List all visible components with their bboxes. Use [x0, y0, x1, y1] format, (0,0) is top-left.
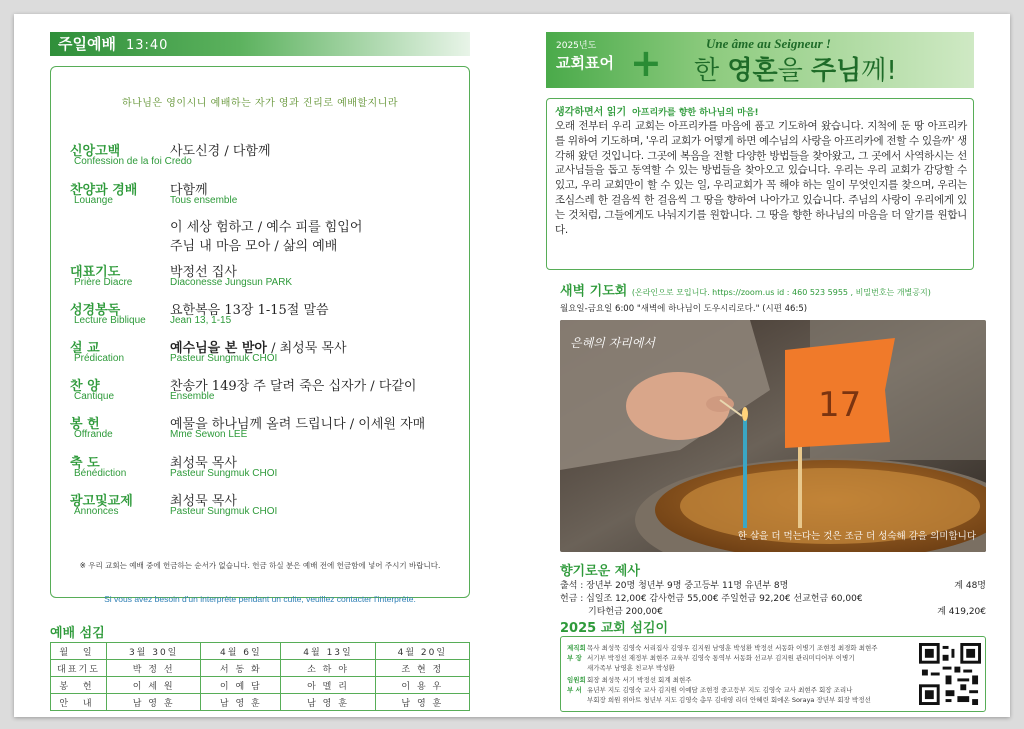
table-cell: 안 내: [51, 694, 107, 711]
table-cell: 3월 30일: [107, 643, 201, 660]
staff-box: [560, 636, 986, 712]
meditation-box: [546, 98, 974, 270]
order-label-fr: Bénédiction: [74, 468, 127, 479]
order-value-fr: Jean 13, 1-15: [170, 315, 232, 326]
motto-french: Une âme au Seigneur !: [706, 36, 831, 51]
order-label: 봉 헌: [70, 417, 100, 432]
order-label: 신앙고백: [70, 144, 121, 159]
table-row: [51, 660, 470, 677]
offering-line: 헌금 : 십일조 12,00€ 감사헌금 55,00€ 주일헌금 92,20€ 선교헌금 60,00€: [560, 594, 863, 604]
dawn-schedule: 월요일-금요일 6:00 "새벽에 하나님이 도우시리로다." (시편 46:5): [560, 304, 808, 314]
left-page: [50, 32, 470, 709]
meditation-head: 생각하면서 읽기: [555, 107, 627, 118]
order-value-fr: Tous ensemble: [170, 195, 238, 206]
offering-note: ※ 우리 교회는 예배 중에 헌금하는 순서가 없습니다. 헌금 하실 분은 예배 전에 헌금함에 넣어 주시기 바랍니다.: [79, 561, 441, 570]
staff-title: 2025 교회 섬김이: [560, 621, 669, 636]
order-value-fr: Pasteur Sungmuk CHOI: [170, 506, 278, 517]
serving-table: [50, 642, 470, 711]
flag-number: 17: [818, 385, 862, 425]
order-label: 찬양과 경배: [70, 183, 138, 198]
service-time: 13:40: [125, 38, 169, 53]
table-cell: 4월 20일: [375, 643, 469, 660]
service-title: 주일예배: [58, 35, 116, 53]
table-cell: 대표기도: [51, 660, 107, 677]
table-cell: 박 정 선: [107, 660, 201, 677]
staff-text: 회장 최성묵 서기 박정선 회계 최현주: [587, 676, 692, 684]
staff-line: [567, 675, 692, 684]
meditation-header: [555, 103, 759, 118]
order-value-fr: Ensemble: [170, 391, 215, 402]
order-label: 찬 양: [70, 379, 100, 394]
photo-caption-bottom: 한 살을 더 먹는다는 것은 조금 더 성숙해 감을 의미합니다: [737, 531, 976, 542]
staff-key: 부 장: [567, 654, 582, 662]
dawn-title: 새벽 기도회: [560, 284, 628, 299]
motto-part: 영혼: [727, 56, 778, 86]
motto-year: 2025년도: [556, 41, 597, 51]
motto-part: 께!: [861, 56, 897, 86]
meditation-text: 오래 전부터 우리 교회는 아프리카를 마음에 품고 기도하여 왔습니다. 지척에 둔 땅 아프리카를 위하여 기도하며, '우리 교회가 어떻게 하면 예수님의 사랑을 아프리카에 전할 수 있을까' 생각해 왔던 것입니다. 그곳에 복음을 전할 다양한 방법들을 찾아왔고, 그 곳에서 사역하시는 선교사님들을 돕고 동역할 수 있는 방법들을 찾아오고 있습니다. 우리는 우리 교회가 감당할 수 있고, 우리 교회만이 할 수 있는 일, 우리교회가 꼭 해야 하는 일이 무엇인지를 찾으며, 우리는 조심스레 한 걸음씩 한 걸음씩 그 땅을 향하여 나아가고 있습니다. 주님의 사랑이 우리에게 있는 것처럼, 그들에게도 나눠지기를 원합니다. 그 땅을 향한 하나님의 마음을 더 알기를 원합니다.: [555, 120, 967, 236]
order-label-fr: Lecture Biblique: [74, 315, 146, 326]
order-value: 요한복음 13장 1-15절 말씀: [170, 303, 329, 318]
order-value: 박정선 집사: [170, 265, 237, 280]
order-label: 광고및교제: [70, 494, 133, 509]
order-label: 성경봉독: [70, 303, 121, 318]
order-value-fr: Diaconesse Jungsun PARK: [170, 277, 293, 288]
staff-key: 임원회: [567, 676, 586, 684]
order-label-fr: Prédication: [74, 353, 125, 364]
interpreter-note: Si vous avez besoin d'un interprète pendant un culte, veuillez contacter l'interprète.: [104, 594, 416, 604]
offering-other: 기타헌금 200,00€: [588, 607, 663, 617]
motto-label: 교회표어: [556, 54, 614, 72]
meditation-subtitle: 아프리카를 향한 하나님의 마음!: [632, 108, 759, 118]
order-value: 사도신경 / 다함께: [170, 144, 271, 159]
table-cell: 남 영 훈: [107, 694, 201, 711]
attendance-total: 계 48명: [954, 581, 986, 591]
order-label-fr: Cantique: [74, 391, 115, 402]
order-value: 예물을 하나님께 올려 드립니다 / 이세원 자매: [170, 417, 426, 432]
order-label: 대표기도: [70, 265, 121, 280]
table-cell: 4월 6일: [201, 643, 281, 660]
order-label-fr: Confession de la foi Credo: [74, 156, 192, 167]
order-label-fr: Annonces: [74, 506, 119, 517]
staff-text: 서기부 박정선 재정부 최현주 교육부 김영숙 통역부 서동화 선교부 김지원 관리미디어부 이병기: [587, 654, 855, 662]
birthday-photo: [560, 320, 986, 552]
staff-line: [567, 643, 878, 652]
table-row: [51, 694, 470, 711]
table-cell: 조 현 정: [375, 660, 469, 677]
staff-line: [567, 695, 871, 704]
table-cell: 4월 13일: [281, 643, 375, 660]
serving-title: 예배 섬김: [50, 626, 105, 641]
table-cell: 월 일: [51, 643, 107, 660]
order-value: 찬송가 149장 주 달려 죽은 십자가 / 다같이: [170, 379, 417, 394]
praise-song-2: 주님 내 마음 모아 / 삶의 예배: [170, 239, 338, 254]
table-cell: 소 하 야: [281, 660, 375, 677]
order-value: 최성묵 목사: [170, 494, 237, 509]
staff-text: 새가족부 남영훈 친교부 박성환: [587, 664, 675, 672]
service-verse: 하나님은 영이시니 예배하는 자가 영과 진리로 예배할지니라: [121, 98, 399, 109]
motto-title: [694, 50, 897, 87]
staff-text: 부회장 희원 위아트 청년부 지도 김영숙 총무 김대영 리더 안혜린 회에온 Soraya 장년부 회장 박정선: [587, 696, 871, 704]
table-cell: 남 영 훈: [375, 694, 469, 711]
table-row: [51, 643, 470, 660]
staff-line: [567, 653, 855, 662]
dawn-subtitle: (온라인으로 모입니다. https://zoom.us id : 460 523 5955 , 비밀번호는 개별공지): [631, 288, 931, 297]
table-cell: 봉 헌: [51, 677, 107, 694]
staff-text: 목사 최성묵 김영숙 서리집사 김영우 김지원 남영훈 박성환 박정선 서동화 이병기 조현정 최경화 최현주: [587, 644, 878, 652]
order-label: 설 교: [70, 341, 100, 356]
table-cell: 이 세 원: [107, 677, 201, 694]
order-label-fr: Prière Diacre: [74, 277, 133, 288]
order-value-fr: Mme Sewon LEE: [170, 429, 248, 440]
order-value-fr: Pasteur Sungmuk CHOI: [170, 353, 278, 364]
table-row: [51, 677, 470, 694]
motto-part: 한: [694, 56, 728, 86]
table-cell: 남 영 훈: [281, 694, 375, 711]
bulletin-sheet: [14, 14, 1010, 717]
order-value: 다함께: [170, 183, 208, 198]
attendance-line: 출석 : 장년부 20명 청년부 9명 중고등부 11명 유년부 8명: [560, 581, 789, 591]
qr-code-icon[interactable]: [919, 643, 981, 705]
staff-line: [567, 685, 852, 694]
table-cell: 이 예 담: [201, 677, 281, 694]
service-header: [50, 32, 470, 56]
order-label-fr: Louange: [74, 195, 113, 206]
photo-caption-top: 은혜의 자리에서: [570, 336, 655, 350]
table-cell: 서 동 화: [201, 660, 281, 677]
staff-line: [567, 663, 675, 672]
sermon-preacher: / 최성묵 목사: [266, 341, 347, 356]
table-cell: 아 멜 리: [281, 677, 375, 694]
order-label-fr: Offrande: [74, 429, 113, 440]
staff-key: 부 서: [567, 686, 582, 694]
sermon-title: 예수님을 본 받아: [170, 341, 267, 356]
staff-text: 유년부 지도 김영숙 교사 김지원 이예담 조현정 중고등부 지도 김영숙 교사 최현주 회장 조리나: [587, 686, 853, 694]
praise-song-1: 이 세상 험하고 / 예수 피를 힘입어: [170, 220, 363, 235]
motto-part: 주님: [811, 56, 862, 86]
order-value-fr: Pasteur Sungmuk CHOI: [170, 468, 278, 479]
motto-part: 을: [777, 56, 812, 86]
table-cell: 남 영 훈: [201, 694, 281, 711]
dawn-prayer-title: [560, 280, 931, 299]
offering-total: 계 419,20€: [937, 607, 986, 617]
staff-key: 제직회: [567, 644, 586, 652]
offering-title: 향기로운 제사: [560, 564, 640, 579]
photo-illustration: [560, 320, 986, 552]
cross-plus-icon: +: [630, 41, 662, 85]
order-label: 축 도: [70, 456, 100, 471]
table-cell: 이 용 우: [375, 677, 469, 694]
motto-banner: [546, 32, 974, 88]
order-value: 최성묵 목사: [170, 456, 237, 471]
right-page: [546, 32, 986, 704]
